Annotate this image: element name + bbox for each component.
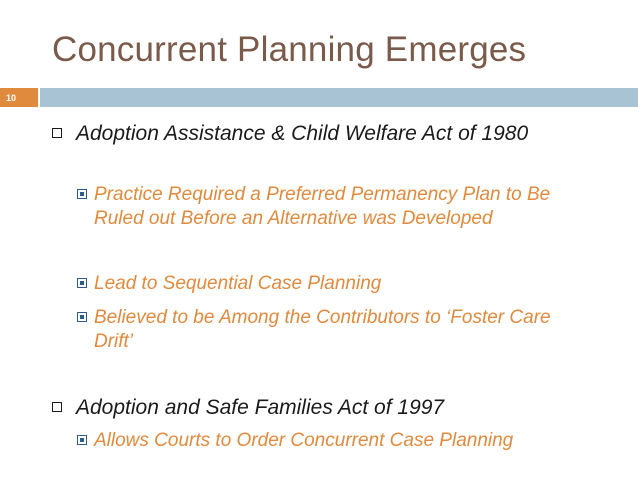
square-bullet-icon xyxy=(77,312,87,322)
square-bullet-icon xyxy=(77,435,87,445)
checkbox-bullet-icon xyxy=(52,402,62,412)
sub-bullet-1-1-text: Practice Required a Preferred Permanency Plan to Be Ruled out Before an Alternative was Developed xyxy=(94,184,551,229)
square-bullet-icon xyxy=(77,278,87,288)
square-bullet-icon xyxy=(77,189,87,199)
sub-bullet-1-2-text: Lead to Sequential Case Planning xyxy=(94,273,382,294)
bullet-1-text: Adoption Assistance & Child Welfare Act of 1980 xyxy=(76,122,529,145)
sub-bullet-2-1-text: Allows Courts to Order Concurrent Case Planning xyxy=(94,430,514,451)
slide-title: Concurrent Planning Emerges xyxy=(52,30,527,69)
bullet-2-text: Adoption and Safe Families Act of 1997 xyxy=(76,396,445,419)
sub-bullet-1-3-text: Believed to be Among the Contributors to ‘Foster Care Drift’ xyxy=(94,307,551,352)
slide-number: 10 xyxy=(0,88,38,107)
checkbox-bullet-icon xyxy=(52,128,62,138)
